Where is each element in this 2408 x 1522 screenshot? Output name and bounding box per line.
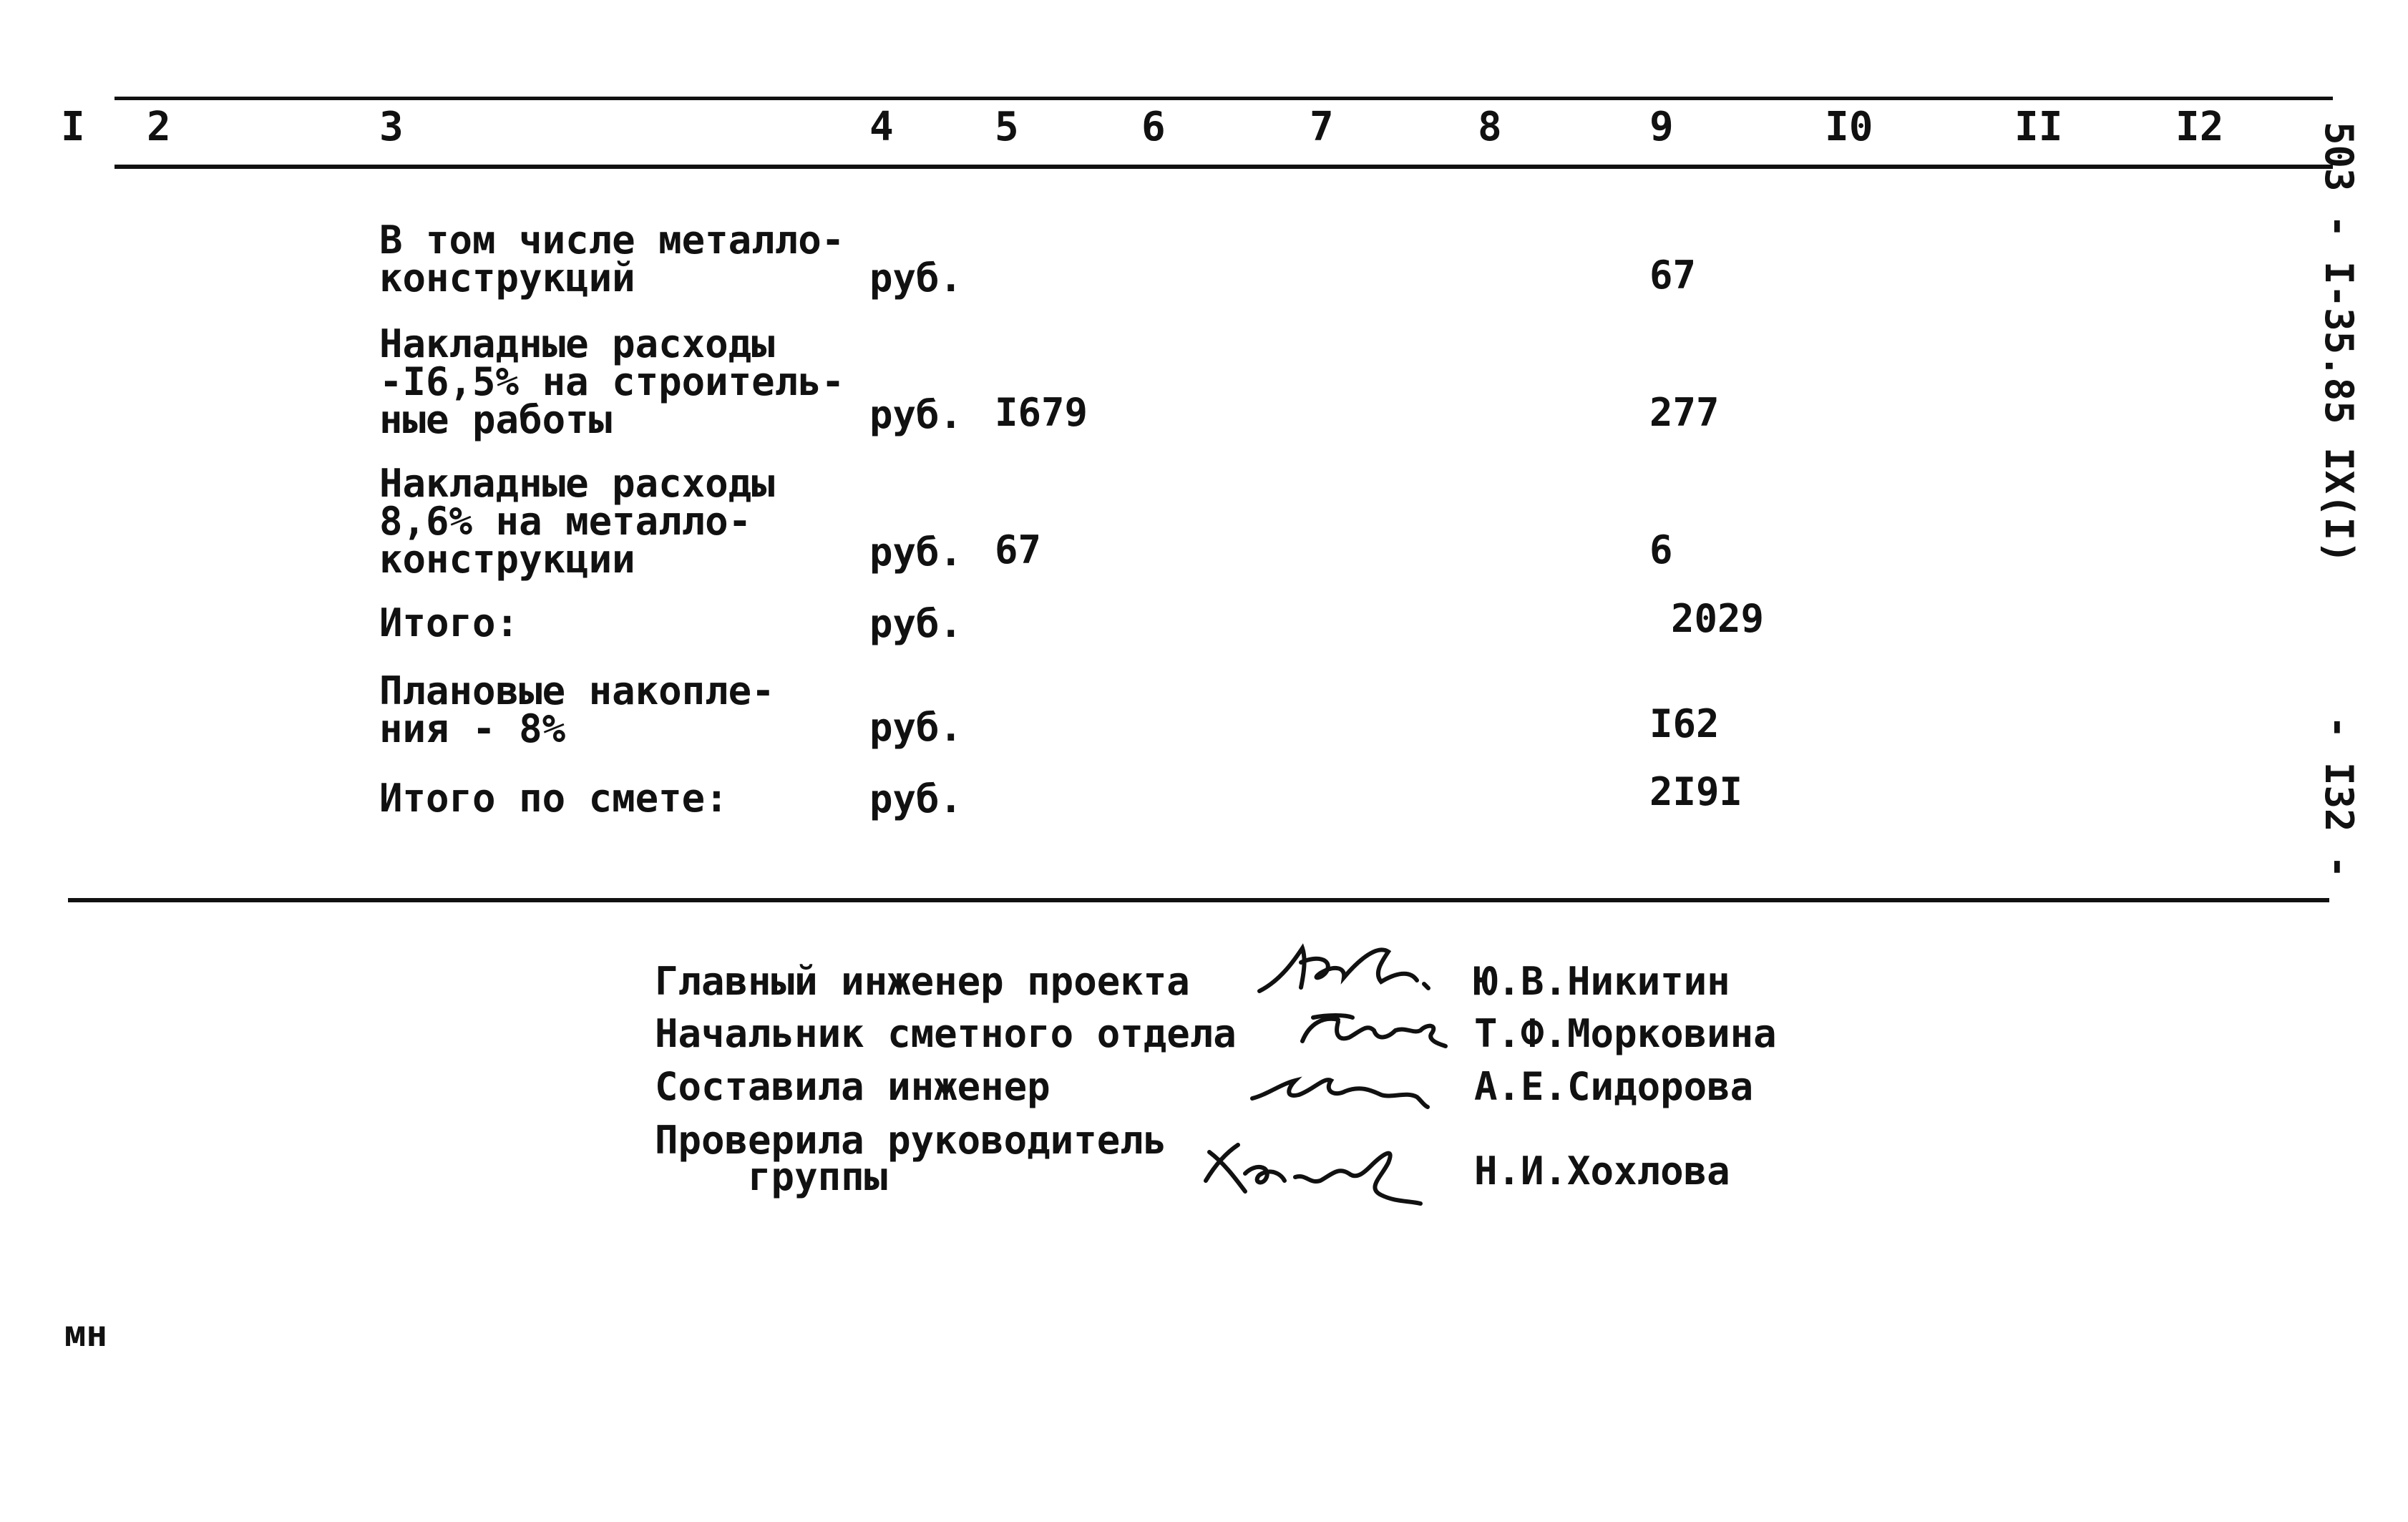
row-description: Плановые накопле- ния - 8%	[379, 668, 775, 751]
row-description: Накладные расходы 8,6% на металло- конструкции	[379, 461, 775, 582]
signer-name: Ю.В.Никитин	[1474, 959, 1730, 1004]
row-unit: руб.	[869, 530, 963, 575]
signer-role: Главный инженер проекта	[655, 959, 1190, 1004]
signer-role: Составила инженер	[655, 1064, 1051, 1109]
signer-name: Н.И.Хохлова	[1474, 1148, 1730, 1194]
col-header-6: 6	[1141, 104, 1166, 150]
signature-1	[1252, 930, 1467, 1009]
col-header-7: 7	[1310, 104, 1334, 150]
header-bottom-rule	[114, 165, 2333, 169]
col-header-10: I0	[1825, 104, 1873, 150]
row-description: Итого по смете:	[379, 776, 728, 821]
row-base-value: I679	[995, 390, 1088, 435]
col-header-8: 8	[1478, 104, 1502, 150]
signer-name: Т.Ф.Морковина	[1474, 1011, 1777, 1056]
row-description: Накладные расходы -I6,5% на строитель- ные работы	[379, 321, 845, 442]
row-total-value: 67	[1649, 253, 1697, 298]
document-code: 503 - I-35.85 IX(I)	[2316, 122, 2361, 564]
col-header-2: 2	[147, 104, 171, 150]
footer-mark: мн	[64, 1313, 108, 1355]
row-total-value: I62	[1649, 701, 1720, 746]
col-header-5: 5	[995, 104, 1019, 150]
signer-role: Начальник сметного отдела	[655, 1011, 1237, 1056]
col-header-3: 3	[379, 104, 404, 150]
row-total-value: 277	[1649, 390, 1720, 435]
row-total-value: 2I9I	[1649, 769, 1743, 814]
signer-name: А.Е.Сидорова	[1474, 1064, 1754, 1109]
row-base-value: 67	[995, 527, 1042, 572]
signer-role: Проверила руководитель группы	[655, 1118, 1167, 1200]
row-unit: руб.	[869, 392, 963, 437]
row-total-value: 6	[1649, 527, 1673, 572]
signature-3	[1245, 1055, 1446, 1116]
col-header-9: 9	[1649, 104, 1674, 150]
row-unit: руб.	[869, 776, 963, 821]
col-header-12: I2	[2175, 104, 2224, 150]
row-total-value: 2029	[1671, 596, 1765, 641]
row-unit: руб.	[869, 705, 963, 750]
col-header-1: I	[61, 104, 85, 150]
col-header-11: II	[2014, 104, 2063, 150]
row-description: В том числе металло- конструкций	[379, 218, 845, 301]
row-unit: руб.	[869, 255, 963, 301]
signature-4	[1195, 1123, 1438, 1216]
page-number: - I32 -	[2316, 716, 2361, 879]
top-rule	[114, 97, 2333, 100]
col-header-4: 4	[869, 104, 894, 150]
signature-2	[1295, 1002, 1460, 1059]
table-bottom-rule	[68, 898, 2329, 902]
row-description: Итого:	[379, 600, 520, 645]
row-unit: руб.	[869, 601, 963, 646]
